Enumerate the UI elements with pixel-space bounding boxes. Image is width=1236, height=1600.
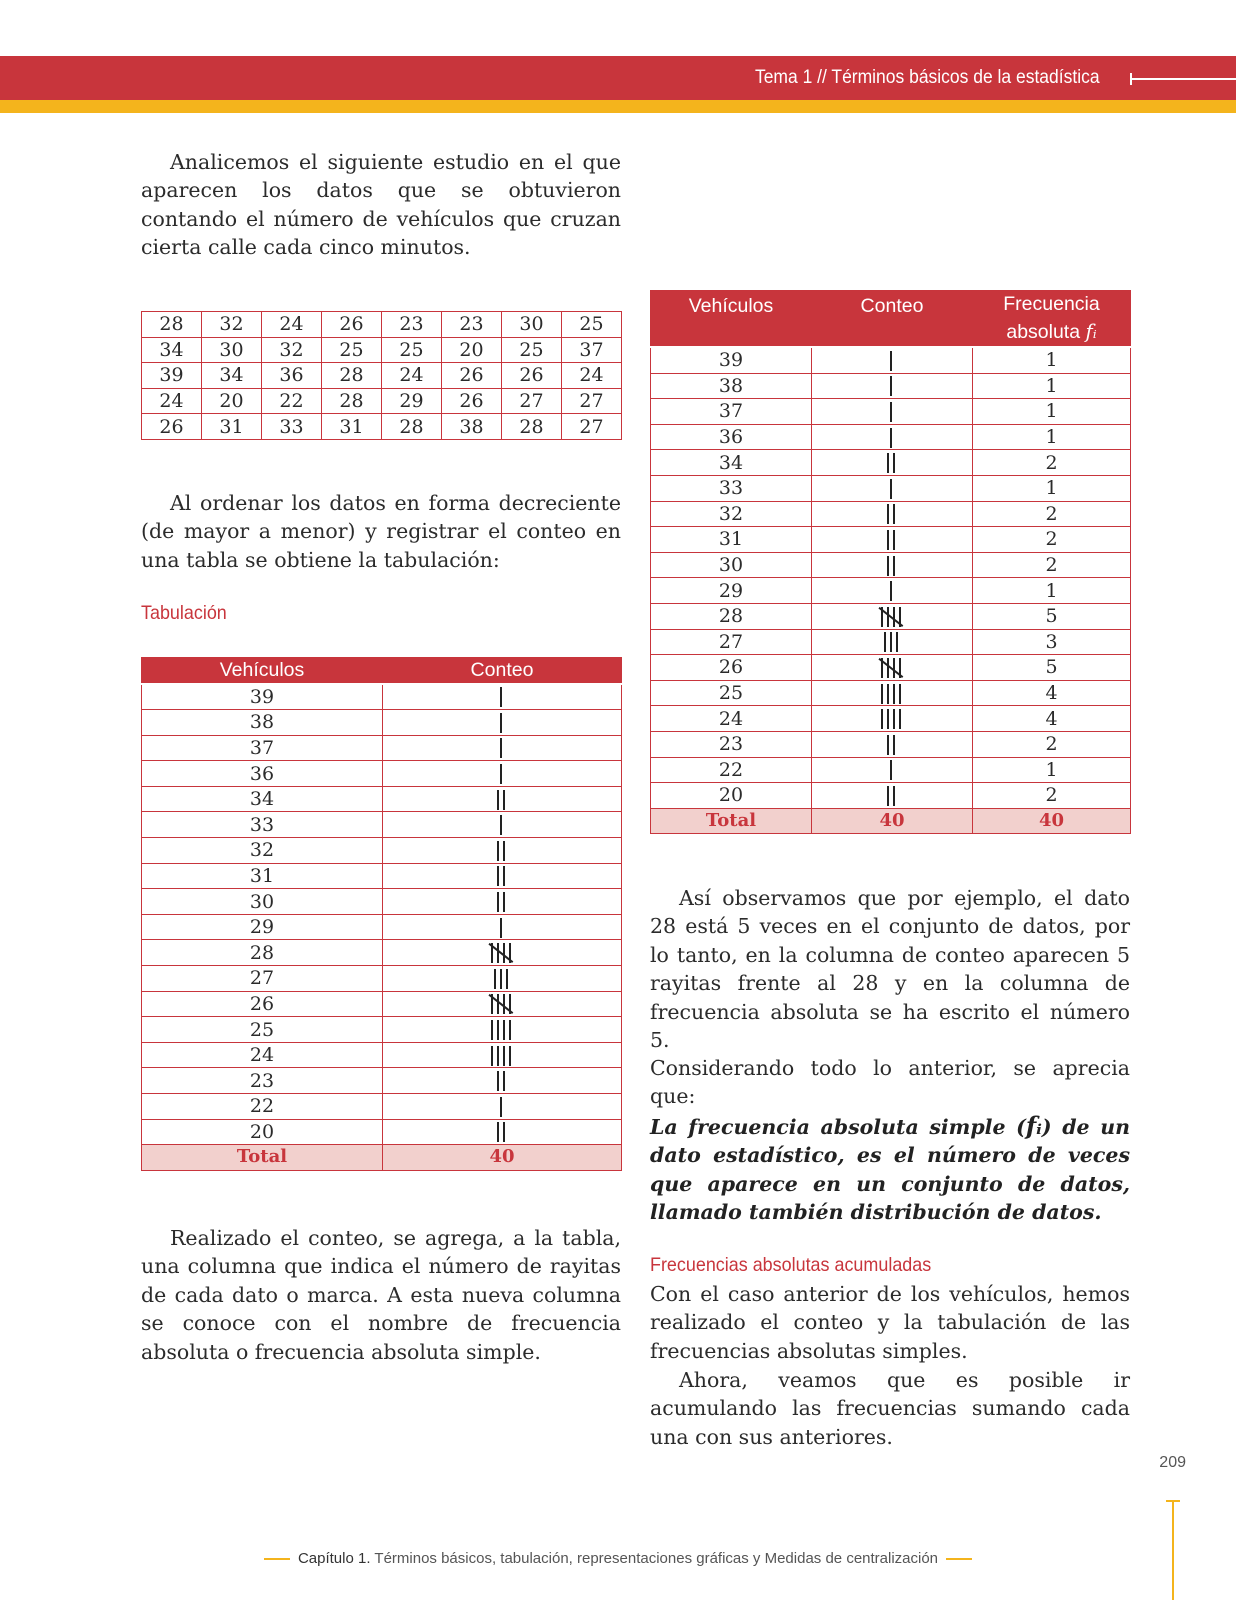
- table-row: [142, 761, 622, 787]
- conteo-cell: [383, 1068, 622, 1094]
- table-row: [651, 552, 1131, 578]
- table-row: [142, 1017, 622, 1043]
- table-row: [651, 655, 1131, 681]
- conteo-cell: [812, 783, 973, 809]
- data-cell: 31: [322, 414, 382, 440]
- table-row: [142, 388, 622, 414]
- data-cell: 30: [202, 337, 262, 363]
- table-row: [651, 757, 1131, 783]
- col-header-vehiculos: Vehículos: [142, 658, 383, 684]
- data-cell: 38: [442, 414, 502, 440]
- conteo-cell: [812, 578, 973, 604]
- definition-paragraph: La frecuencia absoluta simple (fᵢ) de un dato estadístico, es el número de veces que aparece en un conjunto de datos, llamado también distribución de datos.: [650, 1111, 1130, 1225]
- conteo-cell: [812, 424, 973, 450]
- data-cell: 24: [142, 388, 202, 414]
- data-cell: 27: [562, 414, 622, 440]
- table-row: [142, 684, 622, 710]
- vehiculos-cell: 32: [651, 501, 812, 527]
- tally-marks: [880, 607, 904, 627]
- tally-marks: [499, 713, 505, 733]
- tally-marks: [889, 351, 895, 371]
- frecuencia-cell: 1: [973, 424, 1131, 450]
- data-cell: 20: [202, 388, 262, 414]
- tally-marks: [499, 1097, 505, 1117]
- tally-marks: [490, 943, 514, 963]
- data-cell: 26: [502, 363, 562, 389]
- table-row: [142, 940, 622, 966]
- considering-paragraph: Considerando todo lo anterior, se aprecia que:: [650, 1056, 1130, 1109]
- tally-marks: [496, 1071, 508, 1091]
- data-cell: 26: [322, 312, 382, 338]
- data-cell: 27: [562, 388, 622, 414]
- table-row: [142, 1068, 622, 1094]
- table-row: [651, 347, 1131, 373]
- col-header-conteo: Conteo: [812, 291, 973, 348]
- conteo-cell: [383, 1017, 622, 1043]
- data-cell: 31: [202, 414, 262, 440]
- tally-marks: [886, 530, 898, 550]
- vehiculos-cell: 30: [651, 552, 812, 578]
- data-cell: 25: [382, 337, 442, 363]
- vehiculos-cell: 24: [142, 1042, 383, 1068]
- conteo-cell: [812, 527, 973, 553]
- vehiculos-cell: 31: [651, 527, 812, 553]
- data-cell: 28: [142, 312, 202, 338]
- data-cell: 34: [202, 363, 262, 389]
- total-row: [651, 808, 1131, 834]
- vehiculos-cell: 22: [651, 757, 812, 783]
- conteo-cell: [812, 603, 973, 629]
- table-row: [142, 312, 622, 338]
- tally-marks: [490, 1046, 514, 1066]
- acumuladas-heading: Frecuencias absolutas acumuladas: [650, 1254, 932, 1276]
- frecuencia-cell: 2: [973, 527, 1131, 553]
- frecuencia-cell: 4: [973, 680, 1131, 706]
- vehiculos-cell: 36: [651, 424, 812, 450]
- data-cell: 27: [502, 388, 562, 414]
- total-label: Total: [651, 808, 812, 834]
- conteo-cell: [812, 475, 973, 501]
- tally-marks: [496, 866, 508, 886]
- tally-marks: [490, 1020, 514, 1040]
- conteo-cell: [383, 1094, 622, 1120]
- vehiculos-cell: 26: [142, 991, 383, 1017]
- frecuencia-cell: 4: [973, 706, 1131, 732]
- definition-symbol: fᵢ: [1025, 1111, 1042, 1140]
- frecuencia-cell: 1: [973, 347, 1131, 373]
- data-cell: 28: [502, 414, 562, 440]
- vehiculos-cell: 32: [142, 838, 383, 864]
- data-cell: 37: [562, 337, 622, 363]
- table-row: [651, 603, 1131, 629]
- conteo-cell: [812, 450, 973, 476]
- table-row: [142, 414, 622, 440]
- vehiculos-cell: 22: [142, 1094, 383, 1120]
- tally-marks: [889, 428, 895, 448]
- header-title: Tema 1 // Términos básicos de la estadística: [755, 67, 1100, 88]
- footer-rule-left: [264, 1558, 290, 1560]
- intro-paragraph: Analicemos el siguiente estudio en el que aparecen los datos que se obtuvieron contando el número de vehículos que cruzan cierta calle cada cinco minutos.: [141, 150, 621, 260]
- raw-data-table: [141, 311, 622, 440]
- frecuencia-cell: 1: [973, 757, 1131, 783]
- vehiculos-cell: 29: [142, 914, 383, 940]
- vehiculos-cell: 33: [651, 475, 812, 501]
- vehiculos-cell: 34: [142, 786, 383, 812]
- frecuencia-cell: 1: [973, 373, 1131, 399]
- conteo-cell: [383, 812, 622, 838]
- tally-marks: [883, 632, 901, 652]
- footer-chapter: Capítulo 1.: [297, 1550, 371, 1567]
- data-cell: 32: [202, 312, 262, 338]
- tally-marks: [889, 402, 895, 422]
- table-row: [651, 501, 1131, 527]
- table-row: [142, 363, 622, 389]
- frequency-table: [650, 290, 1131, 834]
- conteo-cell: [812, 552, 973, 578]
- vehiculos-cell: 39: [651, 347, 812, 373]
- table-row: [142, 1119, 622, 1145]
- data-cell: 26: [442, 388, 502, 414]
- table-row: [142, 863, 622, 889]
- col-header-frecuencia: [973, 291, 1131, 348]
- frecuencia-cell: 2: [973, 501, 1131, 527]
- vehiculos-cell: 36: [142, 761, 383, 787]
- footer-text: Términos básicos, tabulación, representaciones gráficas y Medidas de centralización: [374, 1550, 939, 1567]
- tally-marks: [499, 687, 505, 707]
- tally-marks: [493, 969, 511, 989]
- table-row: [142, 337, 622, 363]
- table-row: [651, 373, 1131, 399]
- frecuencia-cell: 2: [973, 783, 1131, 809]
- conteo-cell: [383, 914, 622, 940]
- tally-marks: [499, 738, 505, 758]
- table-row: [651, 527, 1131, 553]
- table-row: [142, 838, 622, 864]
- table-row: [142, 914, 622, 940]
- vehiculos-cell: 29: [651, 578, 812, 604]
- table-row: [142, 966, 622, 992]
- table-row: [142, 735, 622, 761]
- total-label: Total: [142, 1145, 383, 1171]
- footer-rule-right: [946, 1558, 972, 1560]
- total-value: 40: [383, 1145, 622, 1171]
- conteo-cell: [383, 940, 622, 966]
- footer: [0, 1550, 1236, 1567]
- frecuencia-cell: 1: [973, 399, 1131, 425]
- conteo-cell: [812, 655, 973, 681]
- page-number: 209: [1159, 1454, 1186, 1471]
- table-row: [651, 706, 1131, 732]
- data-cell: 28: [382, 414, 442, 440]
- table-row: [651, 475, 1131, 501]
- data-cell: 24: [262, 312, 322, 338]
- vehiculos-cell: 28: [651, 603, 812, 629]
- data-cell: 32: [262, 337, 322, 363]
- data-cell: 29: [382, 388, 442, 414]
- data-cell: 30: [502, 312, 562, 338]
- data-cell: 28: [322, 388, 382, 414]
- tally-marks: [886, 504, 898, 524]
- acumuladas-paragraph-1: Con el caso anterior de los vehículos, hemos realizado el conteo y la tabulación de las frecuencias absolutas simples.: [650, 1282, 1130, 1363]
- conteo-cell: [812, 373, 973, 399]
- tabulacion-heading: Tabulación: [141, 602, 227, 624]
- tally-marks: [496, 892, 508, 912]
- frecuencia-cell: 5: [973, 603, 1131, 629]
- table-row: [142, 786, 622, 812]
- tally-marks: [490, 994, 514, 1014]
- total-freq: 40: [973, 808, 1131, 834]
- ordering-paragraph: Al ordenar los datos en forma decreciente (de mayor a menor) y registrar el conteo en una tabla se obtiene la tabulación:: [141, 491, 621, 572]
- table-row: [651, 783, 1131, 809]
- tally-marks: [886, 453, 898, 473]
- table-row: [651, 680, 1131, 706]
- conteo-cell: [383, 889, 622, 915]
- tally-marks: [499, 918, 505, 938]
- data-cell: 25: [322, 337, 382, 363]
- conteo-cell: [383, 1119, 622, 1145]
- conteo-cell: [383, 863, 622, 889]
- frecuencia-cell: 5: [973, 655, 1131, 681]
- data-cell: 23: [382, 312, 442, 338]
- data-cell: 24: [562, 363, 622, 389]
- vehiculos-cell: 27: [142, 966, 383, 992]
- data-cell: 36: [262, 363, 322, 389]
- vehiculos-cell: 37: [142, 735, 383, 761]
- frecuencia-cell: 3: [973, 629, 1131, 655]
- header-line: [1130, 78, 1236, 80]
- table-row: [651, 450, 1131, 476]
- conteo-cell: [812, 399, 973, 425]
- data-cell: 33: [262, 414, 322, 440]
- frecuencia-cell: 2: [973, 552, 1131, 578]
- table-row: [142, 1094, 622, 1120]
- conteo-cell: [383, 735, 622, 761]
- conteo-cell: [383, 991, 622, 1017]
- vehiculos-cell: 33: [142, 812, 383, 838]
- col-header-vehiculos: Vehículos: [651, 291, 812, 348]
- total-count: 40: [812, 808, 973, 834]
- conteo-cell: [383, 838, 622, 864]
- table-row: [142, 991, 622, 1017]
- vehiculos-cell: 37: [651, 399, 812, 425]
- data-cell: 26: [142, 414, 202, 440]
- frecuencia-cell: 1: [973, 578, 1131, 604]
- table-row: [142, 812, 622, 838]
- table-row: [651, 731, 1131, 757]
- vehiculos-cell: 38: [142, 710, 383, 736]
- conteo-cell: [383, 684, 622, 710]
- frecuencia-label: Frecuencia: [1003, 293, 1100, 315]
- tally-marks: [886, 786, 898, 806]
- conteo-cell: [383, 710, 622, 736]
- conteo-cell: [383, 966, 622, 992]
- frecuencia-cell: 2: [973, 450, 1131, 476]
- vehiculos-cell: 26: [651, 655, 812, 681]
- vehiculos-cell: 20: [651, 783, 812, 809]
- conteo-cell: [383, 1042, 622, 1068]
- conteo-cell: [812, 757, 973, 783]
- conteo-cell: [812, 629, 973, 655]
- data-cell: 24: [382, 363, 442, 389]
- tally-marks: [886, 556, 898, 576]
- table-row: [142, 1042, 622, 1068]
- conteo-cell: [812, 501, 973, 527]
- vehiculos-cell: 27: [651, 629, 812, 655]
- total-row: [142, 1145, 622, 1171]
- tally-marks: [499, 764, 505, 784]
- data-cell: 34: [142, 337, 202, 363]
- tally-marks: [889, 479, 895, 499]
- absoluta-label: absoluta: [1006, 321, 1081, 343]
- table-row: [651, 399, 1131, 425]
- vehiculos-cell: 31: [142, 863, 383, 889]
- col-header-conteo: Conteo: [383, 658, 622, 684]
- tally-marks: [889, 581, 895, 601]
- data-cell: 25: [502, 337, 562, 363]
- table-row: [651, 629, 1131, 655]
- vehiculos-cell: 23: [651, 731, 812, 757]
- vehiculos-cell: 20: [142, 1119, 383, 1145]
- tally-table: [141, 657, 622, 1171]
- data-cell: 25: [562, 312, 622, 338]
- table-row: [651, 424, 1131, 450]
- table-row: [142, 710, 622, 736]
- conteo-cell: [812, 347, 973, 373]
- data-cell: 22: [262, 388, 322, 414]
- acumuladas-paragraph-2: Ahora, veamos que es posible ir acumulando las frecuencias sumando cada una con sus anteriores.: [650, 1368, 1130, 1449]
- tally-marks: [889, 760, 895, 780]
- data-cell: 39: [142, 363, 202, 389]
- vehiculos-cell: 30: [142, 889, 383, 915]
- observe-paragraph: Así observamos que por ejemplo, el dato 28 está 5 veces en el conjunto de datos, por lo tanto, en la columna de conteo aparecen 5 rayitas frente al 28 y en la columna de frecuencia absoluta se ha escrito el número 5.: [650, 886, 1130, 1053]
- tally-marks: [886, 735, 898, 755]
- conteo-cell: [383, 786, 622, 812]
- header-stripe: [0, 100, 1236, 113]
- data-cell: 26: [442, 363, 502, 389]
- vehiculos-cell: 23: [142, 1068, 383, 1094]
- vehiculos-cell: 24: [651, 706, 812, 732]
- tally-marks: [496, 790, 508, 810]
- tally-marks: [889, 376, 895, 396]
- vehiculos-cell: 38: [651, 373, 812, 399]
- vehiculos-cell: 25: [651, 680, 812, 706]
- tally-marks: [880, 709, 904, 729]
- conteo-cell: [383, 761, 622, 787]
- vehiculos-cell: 39: [142, 684, 383, 710]
- vehiculos-cell: 25: [142, 1017, 383, 1043]
- data-cell: 28: [322, 363, 382, 389]
- conteo-cell: [812, 731, 973, 757]
- fi-symbol: fᵢ: [1085, 320, 1097, 343]
- tally-marks: [496, 841, 508, 861]
- frecuencia-cell: 2: [973, 731, 1131, 757]
- tally-marks: [499, 815, 505, 835]
- conteo-cell: [812, 706, 973, 732]
- data-cell: 23: [442, 312, 502, 338]
- tally-marks: [496, 1122, 508, 1142]
- conteo-cell: [812, 680, 973, 706]
- data-cell: 20: [442, 337, 502, 363]
- conteo-paragraph: Realizado el conteo, se agrega, a la tabla, una columna que indica el número de rayitas de cada dato o marca. A esta nueva columna se conoce con el nombre de frecuencia absoluta o frecuencia absoluta simple.: [141, 1226, 621, 1364]
- frecuencia-cell: 1: [973, 475, 1131, 501]
- vehiculos-cell: 34: [651, 450, 812, 476]
- vehiculos-cell: 28: [142, 940, 383, 966]
- table-row: [651, 578, 1131, 604]
- table-row: [142, 889, 622, 915]
- tally-marks: [880, 658, 904, 678]
- tally-marks: [880, 684, 904, 704]
